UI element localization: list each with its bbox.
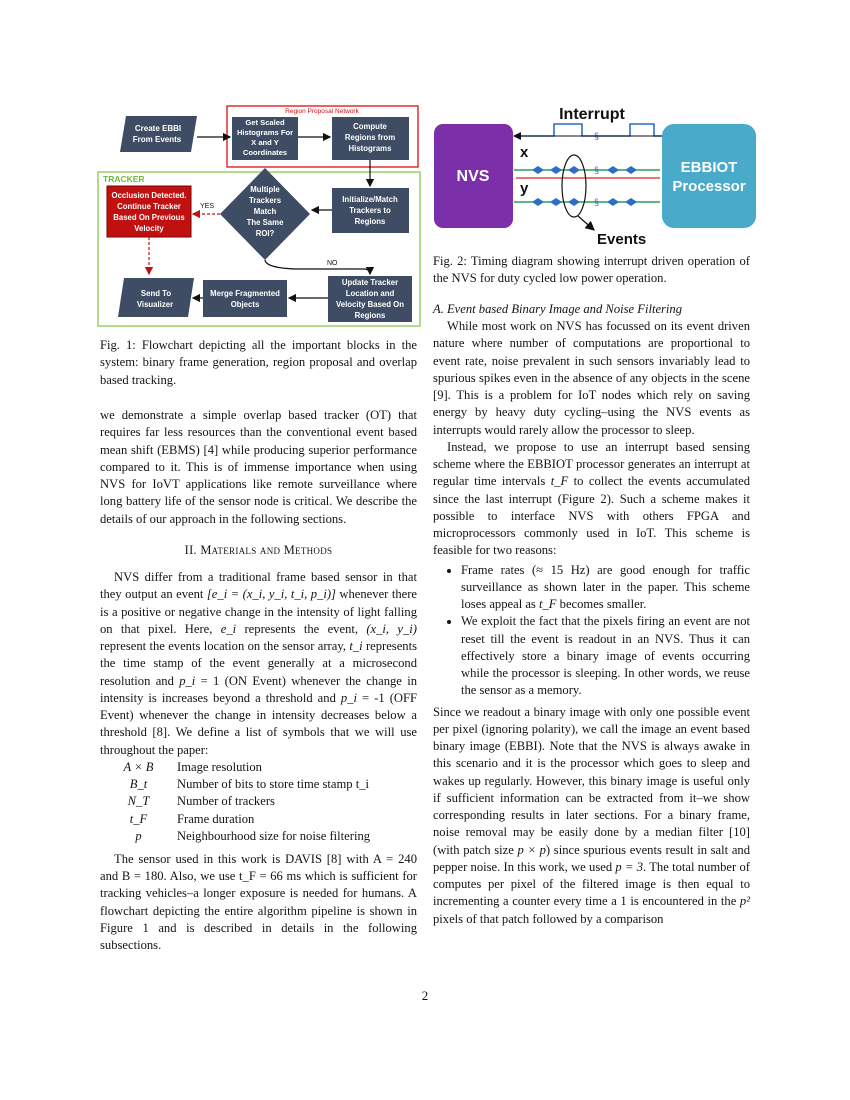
create-ebbi-box <box>120 116 197 152</box>
right-paragraph-1: While most work on NVS has focussed on its event driven nature where number of computations are proportional to event rate, noise prevalent in such sensors invariably lead to spurious spikes even in the absence of any objects in the scene [9]. This is a problem for IoT nodes which rely on saving energy by heavy duty cycling–using the NVS events as interrupts would rarely allow the processor to sleep. <box>433 319 750 437</box>
compute-regions-box <box>332 117 409 160</box>
svg-text:Initialize/Match: Initialize/Match <box>342 195 398 204</box>
svg-text:Coordinates: Coordinates <box>242 148 288 157</box>
left-paragraph-1: we demonstrate a simple overlap based tracker (OT) that requires far less resources than the conventional event based mean shift (EBMS) [4] while producing superior performance compared to it. This is of immense importance when using NVS for IoVT applications like remote surveillance where long battery life of the sensor node is critical. We describe the details of our approach in the following sections. <box>100 408 417 526</box>
svg-text:§: § <box>594 165 600 175</box>
svg-text:Create EBBI: Create EBBI <box>134 124 182 133</box>
nvs-block <box>434 124 513 228</box>
svg-text:Regions from: Regions from <box>344 133 396 142</box>
section-2-number: II. <box>184 542 197 557</box>
svg-text:Histograms For: Histograms For <box>236 128 294 137</box>
occlusion-box <box>107 186 191 237</box>
svg-text:Match: Match <box>253 207 277 216</box>
svg-text:From Events: From Events <box>132 135 182 144</box>
svg-text:Regions: Regions <box>354 311 386 320</box>
x-signal <box>514 165 660 175</box>
symbol-row: t_F Frame duration <box>129 811 255 826</box>
fig1-caption: Fig. 1: Flowchart depicting all the important blocks in the system: binary frame generation, region proposal and overlap based tracking. <box>100 338 417 387</box>
svg-text:Trackers: Trackers <box>248 196 282 205</box>
subsection-a-heading: A. Event based Binary Image and Noise Filtering <box>433 301 683 316</box>
svg-text:Visualizer: Visualizer <box>136 300 174 309</box>
page-number: 2 <box>421 988 429 1003</box>
figure-2-timing-diagram <box>432 102 756 250</box>
svg-text:§: § <box>594 131 600 141</box>
list-item: • Frame rates (≈ 15 Hz) are good enough for traffic surveillance as shown later in the paper. This scheme loses appeal as t_F becomes smaller. <box>461 562 750 614</box>
send-visualizer-box <box>118 278 194 317</box>
ebbiot-processor-block <box>662 124 756 228</box>
svg-text:Velocity: Velocity <box>134 224 164 233</box>
svg-text:NVS: NVS <box>456 168 490 185</box>
yes-label: YES <box>200 203 215 210</box>
section-2-title: Materials and Methods <box>200 542 333 557</box>
rpn-label: Region Proposal Network <box>285 108 359 115</box>
no-label: NO <box>327 260 338 267</box>
svg-text:Trackers to: Trackers to <box>349 206 391 215</box>
svg-text:Continue Tracker: Continue Tracker <box>117 202 181 211</box>
figure-1-flowchart <box>96 102 422 330</box>
symbol-table <box>100 759 417 845</box>
left-column <box>100 337 417 954</box>
events-label: Events <box>597 231 647 248</box>
left-paragraph-3: The sensor used in this work is DAVIS [8] with A = 240 and B = 180. Also, we use t_F = 66 ms which is sufficient for tracking vehicles–a longer exposure is needed for humans. A flowchart depicting the entire algorithm pipeline is shown in Figure 1 and is described in details in the following subsections. <box>100 851 417 953</box>
right-column <box>433 253 750 928</box>
list-item: • We exploit the fact that the pixels firing an event are not reset till the event is readout in an NVS. Thus it can effectively store a binary image of events occurring while the processor is sleeping. In other words, we reuse the sensor as a memory. <box>461 613 750 699</box>
y-signal <box>514 197 660 207</box>
x-label: x <box>520 144 529 161</box>
interrupt-signal <box>514 124 662 136</box>
svg-text:Update Tracker: Update Tracker <box>341 278 399 287</box>
svg-text:Regions: Regions <box>354 217 386 226</box>
decision-diamond <box>220 168 310 260</box>
left-paragraph-2: NVS differ from a traditional frame based sensor in that they output an event [e_i = (x_i, y_i, t_i, p_i)] whenever there is a positive or negative change in the intensity of light falling on that pixel. Here, e_i represents the event, (x_i, y_i) represent the events location on the sensor array, t_i represents the time stamp of the event generally at a microsecond resolution and p_i = 1 (ON Event) whenever the change in intensity is increases beyond a threshold and p_i = -1 (OFF Event) whenever the change in intensity decreases below a threshold [8]. We define a list of symbols that we will use throughout the paper: <box>100 570 417 757</box>
tracker-label: TRACKER <box>103 174 145 184</box>
get-histograms-box <box>232 117 298 160</box>
svg-text:Compute: Compute <box>353 122 387 131</box>
symbol-row: p Neighbourhood size for noise filtering <box>135 828 371 843</box>
interrupt-label: Interrupt <box>559 106 625 123</box>
svg-text:Processor: Processor <box>672 178 746 195</box>
svg-text:The Same: The Same <box>246 218 284 227</box>
svg-text:ROI?: ROI? <box>255 229 275 238</box>
section-2-heading <box>100 542 417 559</box>
svg-text:Objects: Objects <box>230 300 260 309</box>
symbol-row: B_t Number of bits to store time stamp t_i <box>129 777 370 792</box>
symbol-row: A × B Image resolution <box>123 759 262 774</box>
svg-text:X and Y: X and Y <box>251 138 279 147</box>
svg-text:EBBIOT: EBBIOT <box>680 159 738 176</box>
events-ellipse <box>562 155 586 217</box>
svg-text:Get Scaled: Get Scaled <box>245 118 285 127</box>
fig2-caption: Fig. 2: Timing diagram showing interrupt driven operation of the NVS for duty cycled low power operation. <box>433 254 750 286</box>
svg-text:Occlusion Detected.: Occlusion Detected. <box>111 191 187 200</box>
merge-box <box>203 280 287 317</box>
svg-text:Based On Previous: Based On Previous <box>113 213 185 222</box>
right-paragraph-2: Instead, we propose to use an interrupt based sensing scheme where the EBBIOT processor generates an interrupt at regular time intervals t_F to collect the events accumulated since the last interrupt (Figure 2). Such a scheme makes it possible to interface NVS with others FPGA and microprocessors commonly used in IoT. This scheme is feasible for two reasons: <box>433 439 750 558</box>
reasons-list <box>433 562 750 700</box>
svg-text:Merge Fragmented: Merge Fragmented <box>210 289 280 298</box>
right-paragraph-3: Since we readout a binary image with only one possible event per pixel (ignoring polarity), we call the image an event based binary image (EBBI). Note that the NVS is always awake in this scenario and it is the processor which goes to sleep and wakes up regularly. However, this binary image is useful only if sufficient information can be extracted from it–we show corresponding results in later sections. For a binary frame, noise removal may be easily done by a median filter [10] (with patch size p × p) since spurious events result in salt and pepper noise. In this work, we used p = 3. The total number of computes per pixel of the filtered image is then equal to incrementing a counter every time a 1 is encountered in the p² pixels of that patch followed by a comparison <box>433 704 751 926</box>
svg-text:§: § <box>594 197 600 207</box>
y-label: y <box>520 180 529 197</box>
svg-text:Multiple: Multiple <box>250 185 280 194</box>
svg-text:Send To: Send To <box>140 289 172 298</box>
symbol-row: N_T Number of trackers <box>127 794 275 809</box>
svg-text:Histograms: Histograms <box>348 144 392 153</box>
svg-text:Location and: Location and <box>345 289 395 298</box>
init-match-box <box>332 188 409 233</box>
svg-text:Velocity Based On: Velocity Based On <box>335 300 405 309</box>
update-tracker-box <box>328 276 412 322</box>
